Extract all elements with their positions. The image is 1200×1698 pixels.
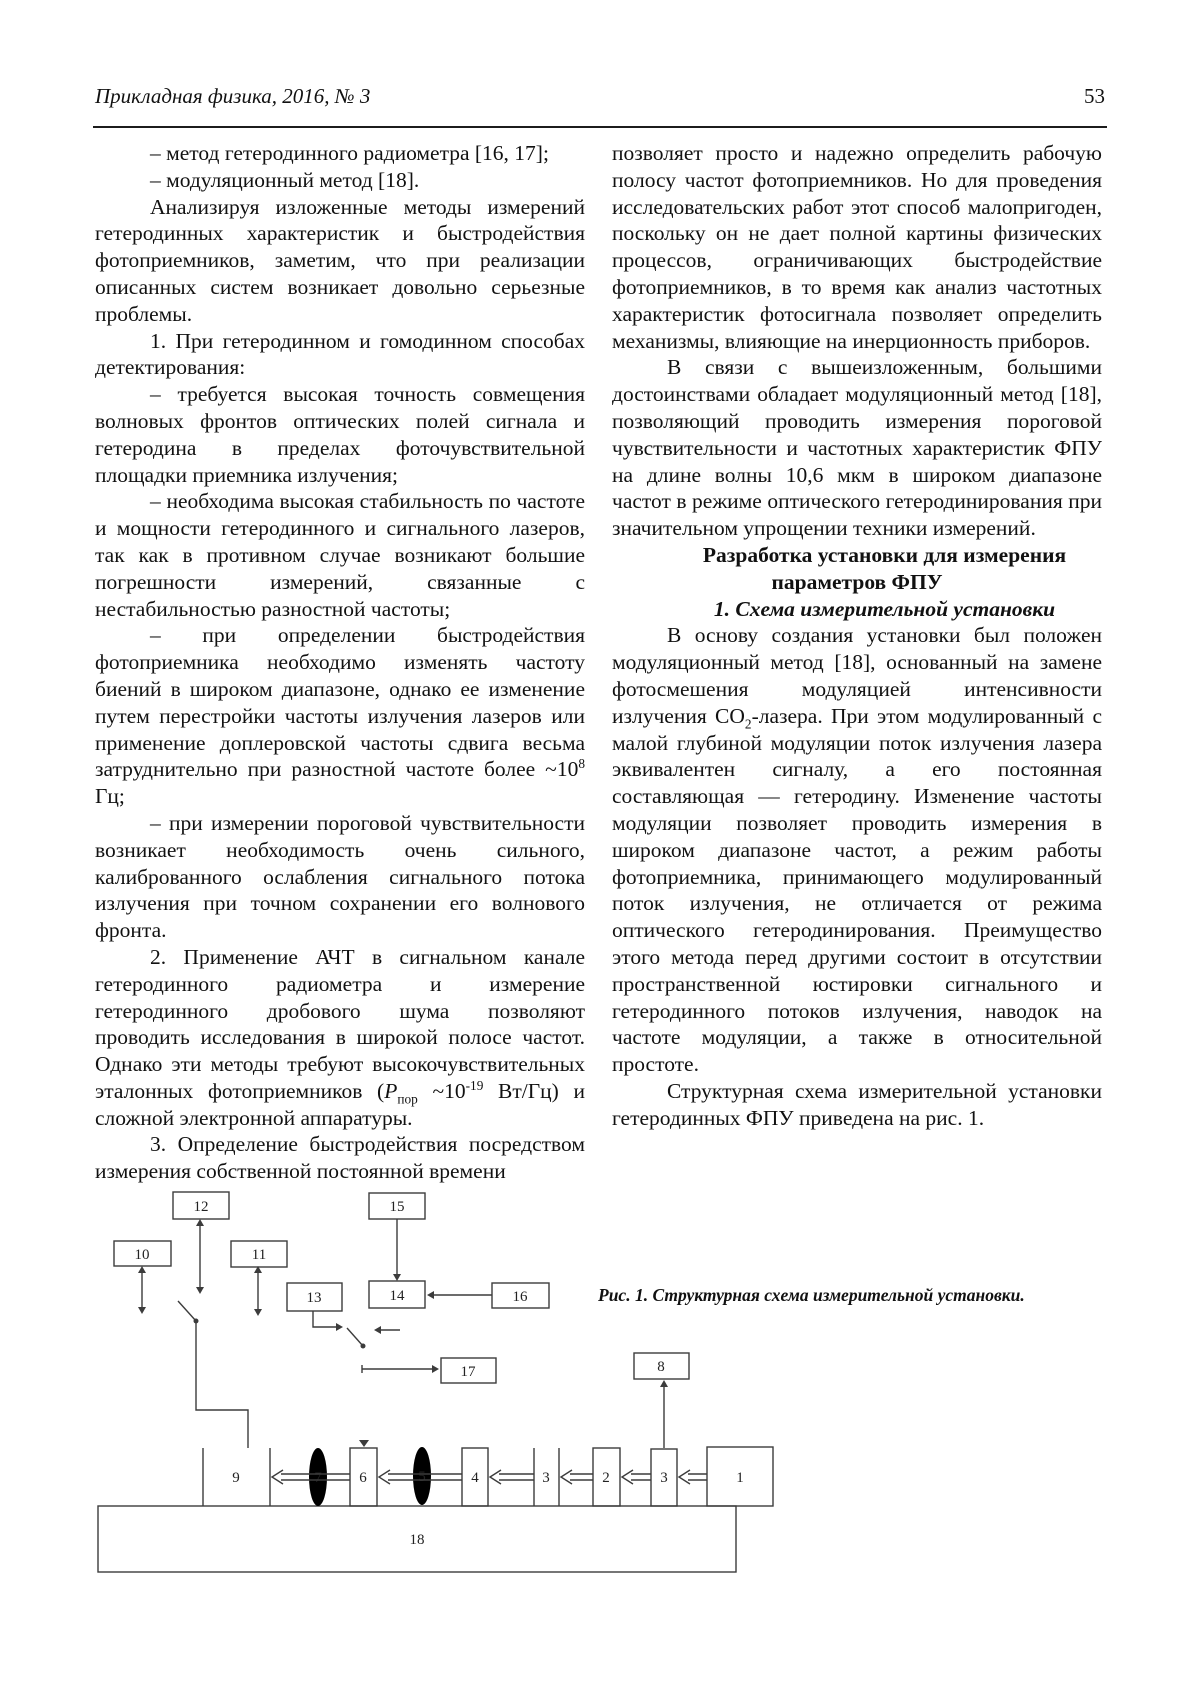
diagram-label-14: 14 (389, 1288, 405, 1304)
diagram-label-11: 11 (251, 1247, 267, 1263)
superscript: 8 (578, 756, 585, 772)
paragraph: – требуется высокая точность совмещения волновых фронтов оптических полей сигнала и гетеродина в пределах фоточувствительной площадки приемника излучения; (95, 382, 585, 487)
paragraph: – при определении быстродействия фотоприемника необходимо изменять частоту биений в широком диапазоне, однако ее изменение путем перестройки частоты излучения лазеров или применение доплеровской частоты сдвига весьма затруднительно при разностной частоте более $\sim 10^8$ Гц; (95, 623, 585, 809)
diagram-label-16: 16 (512, 1289, 528, 1305)
diagram-label-18: 18 (409, 1532, 425, 1548)
diagram-label-13: 13 (306, 1290, 322, 1306)
diagram-label-2: 2 (602, 1470, 610, 1486)
paragraph: – необходима высокая стабильность по частоте и мощности гетеродинного и сигнального лазеров, так как в противном случае возникают большие погрешности измерений, связанные с нестабильностью разностной частоты; (95, 489, 585, 621)
paragraph: 2. Применение АЧТ в сигнальном канале гетеродинного радиометра и измерение гетеродинного дробового шума позволяют проводить исследования в широкой полосе частот. Однако эти методы требуют высокочувствительных эталонных фотоприемников ($P_{пор}$ $\sim 10^{-19}$ Вт/Гц) и сложной электронной аппаратуры. (95, 944, 586, 1130)
diagram-label-12: 12 (193, 1199, 209, 1215)
right-column (612, 140, 1102, 1131)
list-item: – метод гетеродинного радиометра [16, 17]; (150, 141, 549, 165)
paragraph: 1. При гетеродинном и гомодинном способах детектирования: (95, 328, 585, 380)
header-rule (93, 126, 1107, 128)
paragraph: В основу создания установки был положен модуляционный метод [18], основанный на замене фотосмешения модуляцией интенсивности излучения $СО_2$-лазера. При этом модулированный с малой глубиной модуляции поток излучения лазера эквивалентен сигналу, а его постоянная составляющая — гетеродину. Изменение частоты модуляции позволяет проводить измерения в широком диапазоне частот, а режим работы фотоприемника, принимающего модулированный поток излучения, не отличается от режима оптического гетеродинирования. Преимущество этого метода перед другими состоит в отсутствии пространственной юстировки сигнального и гетеродинного потоков излучения, наводок на частоте модуляции, а также в относительной простоте. (612, 623, 1102, 1077)
paragraph: Структурная схема измерительной установки гетеродинных ФПУ приведена на рис. 1. (612, 1078, 1102, 1130)
subscript: пор (397, 1091, 418, 1107)
diagram-label-1: 1 (736, 1470, 744, 1486)
diagram-label-8: 8 (657, 1359, 665, 1375)
diagram-boxes (98, 1192, 773, 1572)
paragraph: 3. Определение быстродействия посредством измерения собственной постоянной времени (95, 1132, 585, 1184)
diagram-label-17: 17 (460, 1364, 476, 1380)
diagram-label-5: 5 (418, 1469, 426, 1485)
paragraph: Анализируя изложенные методы измерений гетеродинных характеристик и быстродействия фотоприемников, заметим, что при реализации описанных систем возникает довольно серьезные проблемы. (95, 194, 585, 326)
diagram-label-3b: 3 (660, 1470, 668, 1486)
diagram-label-4: 4 (471, 1470, 479, 1486)
section-heading: Разработка установки для измерения параметров ФПУ (702, 542, 1067, 594)
diagram-label-9: 9 (232, 1470, 240, 1486)
journal-title: Прикладная физика, 2016, № 3 (95, 84, 371, 108)
paragraph: – при измерении пороговой чувствительности возникает необходимость очень сильного, калиброванного ослабления сигнального потока излучения при точном сохранении его волнового фронта. (95, 810, 585, 943)
lens-icons (309, 1447, 431, 1506)
subscript: 2 (744, 716, 752, 732)
diagram-label-10: 10 (134, 1247, 150, 1263)
diagram-label-7: 7 (314, 1470, 322, 1486)
diagram-label-3a: 3 (542, 1470, 550, 1486)
diagram-label-15: 15 (389, 1199, 405, 1215)
paragraph: В связи с вышеизложенным, большими достоинствами обладает модуляционный метод [18], позволяющий проводить измерения пороговой чувствительности и частотных характеристик ФПУ на длине волны 10,6 мкм в широком диапазоне частот в режиме оптического гетеродинирования при значительном упрощении техники измерений. (612, 355, 1102, 541)
figure-caption: Рис. 1. Структурная схема измерительной установки. (598, 1285, 1025, 1305)
variable-P: P (384, 1078, 398, 1103)
page-number: 53 (1084, 84, 1105, 108)
block-diagram-figure (90, 1185, 790, 1585)
paragraph: позволяет просто и надежно определить рабочую полосу частот фотоприемников. Но для проведения исследовательских работ этот способ малопригоден, поскольку он не дает полной картины физических процессов, ограничивающих быстродействие фотоприемников, в то время как анализ частотных характеристик фотосигнала позволяет определить механизмы, влияющие на инерционность приборов. (612, 141, 1102, 353)
diagram-label-6: 6 (359, 1470, 367, 1486)
signal-arrows (138, 1219, 668, 1448)
superscript: -19 (465, 1077, 484, 1093)
list-item: – модуляционный метод [18]. (150, 167, 420, 192)
beam-arrows (272, 1470, 707, 1484)
left-column (95, 140, 585, 1185)
subsection-heading: 1. Схема измерительной установки (713, 596, 1056, 621)
